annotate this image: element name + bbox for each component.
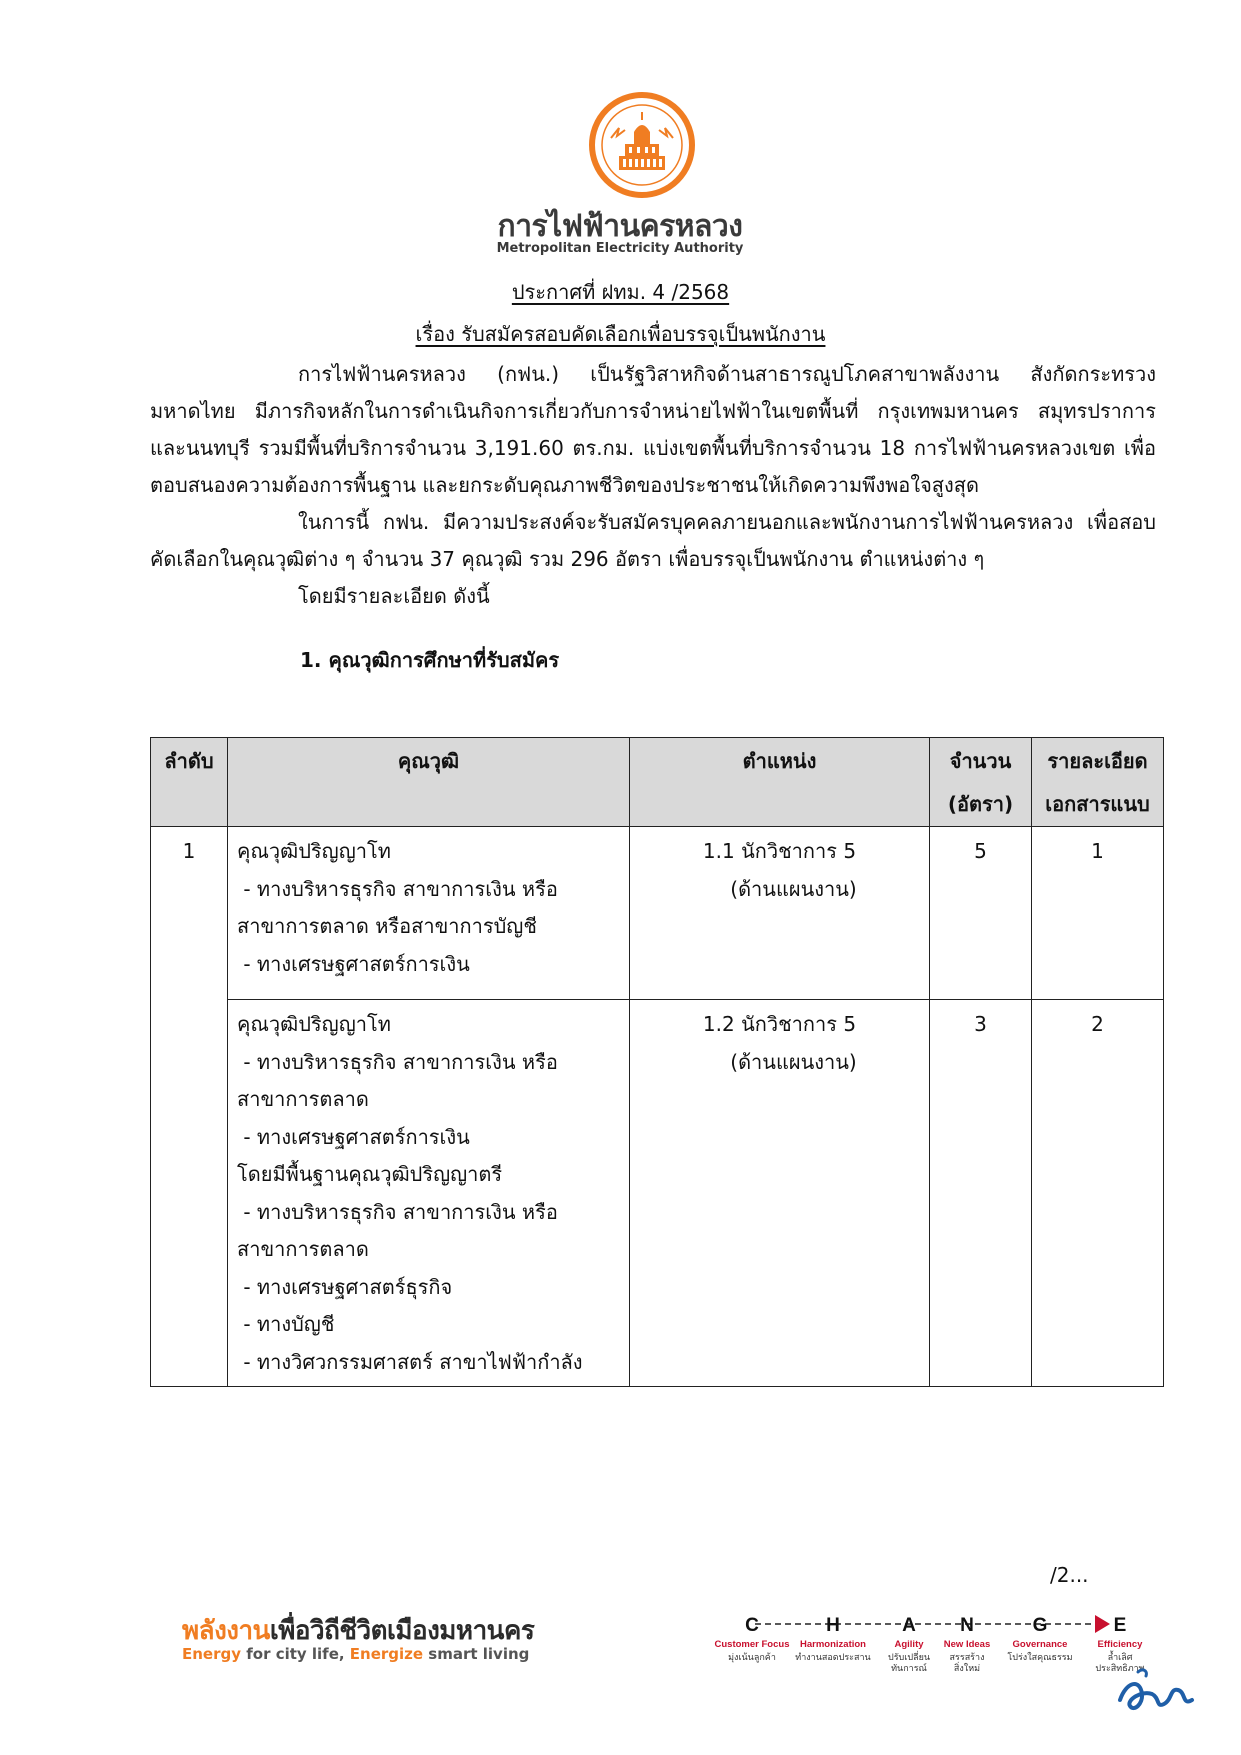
change-en-e: Efficiency bbox=[1097, 1639, 1143, 1650]
org-name-th: การไฟฟ้านครหลวง bbox=[497, 209, 743, 244]
slogan-th: พลังงานเพื่อวิถีชีวิตเมืองมหานคร bbox=[182, 1616, 535, 1646]
header-count: จำนวน (อัตรา) bbox=[930, 738, 1032, 827]
table-row bbox=[151, 1000, 1164, 1387]
header-qualification: คุณวุฒิ bbox=[228, 738, 630, 827]
qualification-table bbox=[150, 737, 1164, 1387]
table-header-row bbox=[151, 738, 1164, 827]
change-en-a: Agility bbox=[894, 1639, 924, 1650]
attachment-cell: 1 bbox=[1032, 827, 1164, 1000]
header-no: ลำดับ bbox=[151, 738, 228, 827]
page-continuation: /2... bbox=[1050, 1563, 1089, 1587]
qualification-cell bbox=[228, 1000, 630, 1387]
change-th-c: มุ่งเน้นลูกค้า bbox=[728, 1652, 776, 1662]
signature-mark bbox=[1112, 1660, 1202, 1720]
change-values-strip bbox=[700, 1610, 1160, 1690]
change-letter-a: A bbox=[902, 1615, 916, 1636]
qualification-cell bbox=[228, 827, 630, 1000]
change-letter-e: E bbox=[1113, 1615, 1127, 1636]
arrow-icon bbox=[1095, 1615, 1110, 1633]
change-en-c: Customer Focus bbox=[714, 1639, 790, 1650]
attachment-cell: 2 bbox=[1032, 1000, 1164, 1387]
change-en-g: Governance bbox=[1012, 1639, 1068, 1650]
change-letter-g: G bbox=[1032, 1615, 1048, 1636]
change-letter-n: N bbox=[960, 1615, 974, 1636]
announcement-subject: เรื่อง รับสมัครสอบคัดเลือกเพื่อบรรจุเป็นพนักงาน bbox=[415, 322, 826, 346]
org-name-en: Metropolitan Electricity Authority bbox=[496, 241, 744, 256]
change-en-n: New Ideas bbox=[943, 1639, 991, 1650]
position-cell: 1.2 นักวิชาการ 5 (ด้านแผนงาน) bbox=[630, 1000, 930, 1387]
announcement-number: ประกาศที่ ฝทม. 4 /2568 bbox=[511, 280, 730, 304]
header-attachment: รายละเอียด เอกสารแนบ bbox=[1032, 738, 1164, 827]
change-th2-n: สิ่งใหม่ bbox=[953, 1663, 981, 1673]
mea-logo bbox=[589, 92, 695, 198]
intro-paragraph: การไฟฟ้านครหลวง (กฟน.) เป็นรัฐวิสาหกิจด้านสาธารณูปโภคสาขาพลังงาน สังกัดกระทรวงมหาดไทย มีภารกิจหลักในการดำเนินกิจการเกี่ยวกับการจำหน่ายไฟฟ้าในเขตพื้นที่ กรุงเทพมหานคร สมุทรปราการ และนนทบุรี รวมมีพื้นที่บริการจำนวน 3,191.60 ตร.กม. แบ่งเขตพื้นที่บริการจำนวน 18 การไฟฟ้านครหลวงเขต เพื่อตอบสนองความต้องการพื้นฐาน และยกระดับคุณภาพชีวิตของประชาชนให้เกิดความพึงพอใจสูงสุด ในการนี้ กฟน. มีความประสงค์จะรับสมัครบุคคลภายนอกและพนักงานการไฟฟ้านครหลวง เพื่อสอบคัดเลือกในคุณวุฒิต่าง ๆ จำนวน 37 คุณวุฒิ รวม 296 อัตรา เพื่อบรรจุเป็นพนักงาน ตำแหน่งต่าง ๆ โดยมีรายละเอียด ดังนี้ bbox=[150, 362, 1156, 608]
change-th-e: ล้ำเลิศ bbox=[1107, 1652, 1133, 1662]
section-title: 1. คุณวุฒิการศึกษาที่รับสมัคร bbox=[300, 648, 560, 672]
change-th-n: สรรสร้าง bbox=[949, 1652, 985, 1662]
change-th-a: ปรับเปลี่ยน bbox=[888, 1652, 930, 1662]
change-th2-a: ทันการณ์ bbox=[891, 1663, 927, 1673]
slogan-en: Energy for city life, Energize smart living bbox=[182, 1645, 530, 1663]
row-number: 1 bbox=[151, 827, 228, 1387]
change-th-h: ทำงานสอดประสาน bbox=[795, 1652, 871, 1662]
position-cell: 1.1 นักวิชาการ 5 (ด้านแผนงาน) bbox=[630, 827, 930, 1000]
change-th2-e: ประสิทธิภาพ bbox=[1095, 1663, 1145, 1673]
table-row bbox=[151, 827, 1164, 1000]
count-cell: 3 bbox=[930, 1000, 1032, 1387]
qualification-lines: คุณวุฒิปริญญาโท - ทางบริหารธุรกิจ สาขาการเงิน หรือ สาขาการตลาด - ทางเศรษฐศาสตร์การเงิน โดยมีพื้นฐานคุณวุฒิปริญญาตรี - ทางบริหารธุรกิจ สาขาการเงิน หรือ สาขาการตลาด - ทางเศรษฐศาสตร์ธุรกิจ - ทางบัญชี - ทางวิศวกรรมศาสตร์ สาขาไฟฟ้ากำลัง bbox=[237, 1012, 583, 1374]
header-position: ตำแหน่ง bbox=[630, 738, 930, 827]
change-th-g: โปร่งใสคุณธรรม bbox=[1007, 1652, 1073, 1662]
change-en-h: Harmonization bbox=[800, 1639, 866, 1650]
change-letter-c: C bbox=[745, 1615, 759, 1636]
qualification-lines: คุณวุฒิปริญญาโท - ทางบริหารธุรกิจ สาขาการเงิน หรือ สาขาการตลาด หรือสาขาการบัญชี - ทางเศรษฐศาสตร์การเงิน bbox=[237, 839, 558, 976]
change-letter-h: H bbox=[826, 1615, 840, 1636]
count-cell: 5 bbox=[930, 827, 1032, 1000]
